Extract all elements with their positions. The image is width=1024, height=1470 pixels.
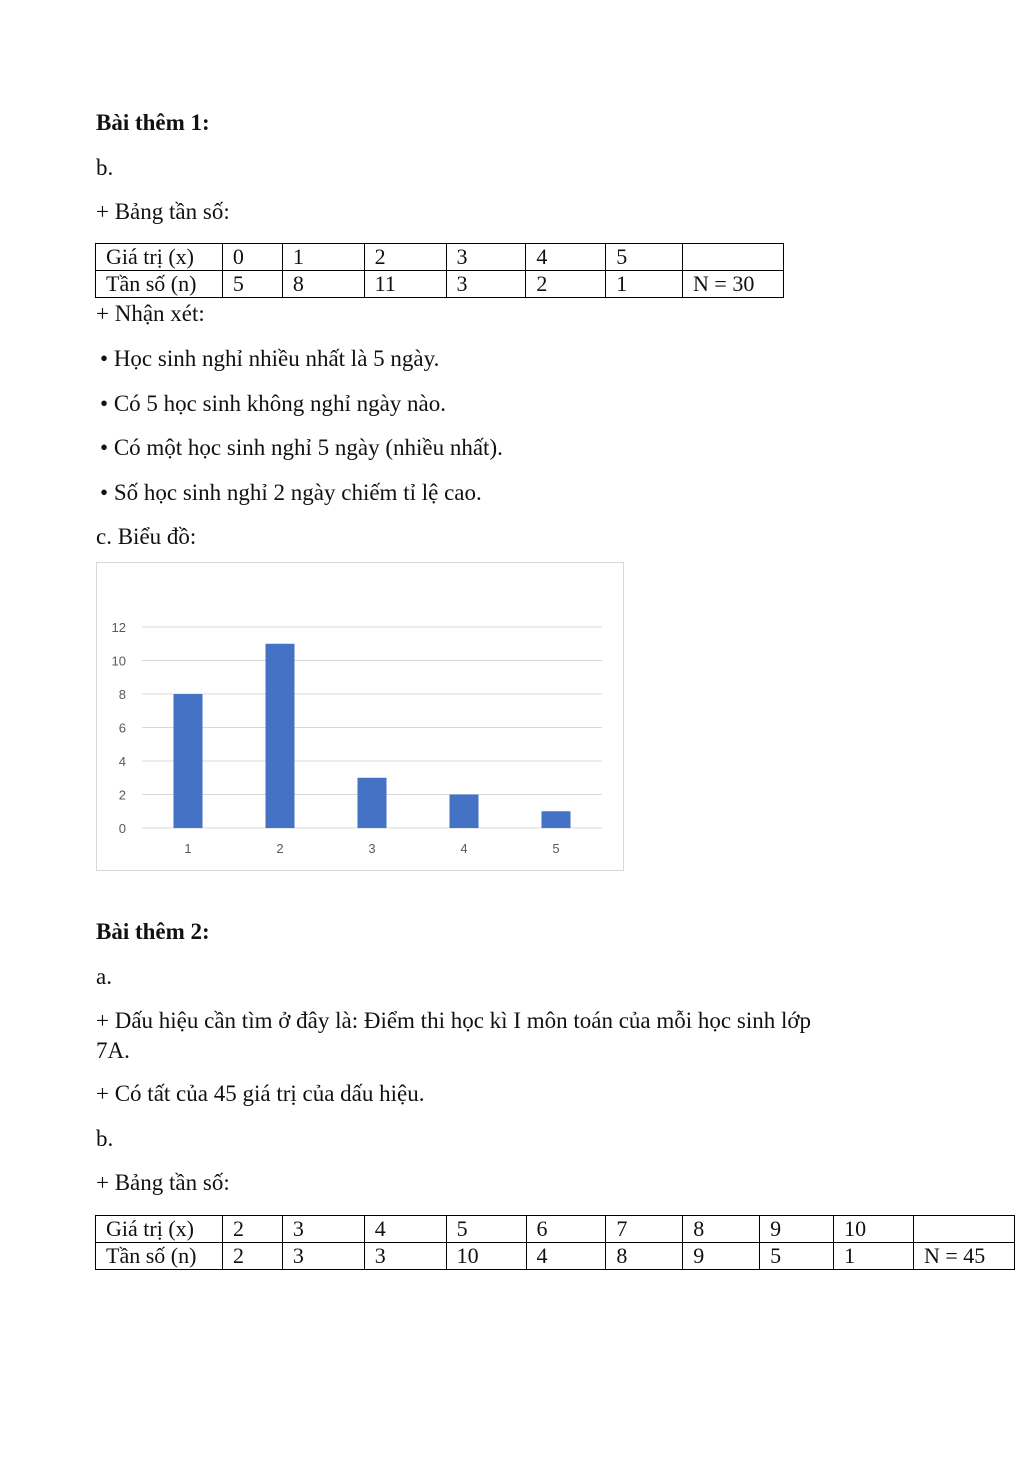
- y-tick-label: 12: [111, 620, 126, 635]
- ex2-frequency-table: [95, 1215, 1015, 1270]
- bar: [266, 644, 295, 828]
- bar-chart: [96, 562, 624, 871]
- table-cell: 3: [282, 1216, 364, 1243]
- bar: [174, 694, 203, 828]
- table-cell: 0: [222, 244, 282, 271]
- table-cell: 5: [606, 244, 683, 271]
- table-cell: 9: [760, 1216, 834, 1243]
- table-cell: 2: [364, 244, 446, 271]
- bar: [450, 795, 479, 829]
- list-item: • Có một học sinh nghỉ 5 ngày (nhiều nhất).: [100, 435, 503, 460]
- table-cell: 10: [834, 1216, 914, 1243]
- ex1-table-row-frequency: [96, 271, 784, 298]
- table-cell: 9: [683, 1243, 760, 1270]
- table-cell: Tần số (n): [96, 1243, 223, 1270]
- ex2-table-label: + Bảng tần số:: [96, 1170, 230, 1195]
- bar-chart-svg: [97, 563, 623, 870]
- table-cell: 6: [526, 1216, 606, 1243]
- ex2-table-row-values: [96, 1216, 1015, 1243]
- ex1-frequency-table: [95, 243, 784, 298]
- table-cell: 4: [526, 1243, 606, 1270]
- ex2-part-b: b.: [96, 1126, 114, 1151]
- ex2-line-2: + Có tất của 45 giá trị của dấu hiệu.: [96, 1081, 425, 1106]
- bullet-text: Học sinh nghỉ nhiều nhất là 5 ngày.: [113, 346, 440, 371]
- y-tick-label: 4: [118, 754, 126, 769]
- bullet-text: Số học sinh nghỉ 2 ngày chiếm tỉ lệ cao.: [113, 480, 482, 505]
- ex2-heading: Bài thêm 2:: [96, 919, 210, 944]
- y-tick-label: 10: [111, 653, 126, 669]
- table-cell: 3: [364, 1243, 446, 1270]
- table-cell: 5: [446, 1216, 526, 1243]
- table-cell: [683, 244, 784, 271]
- x-tick-label: 2: [276, 841, 284, 856]
- table-cell: 5: [222, 271, 282, 298]
- list-item: • Có 5 học sinh không nghỉ ngày nào.: [100, 391, 447, 416]
- table-cell: 2: [222, 1243, 282, 1270]
- table-cell: 2: [526, 271, 606, 298]
- ex1-part-b: b.: [96, 155, 114, 180]
- y-tick-label: 8: [118, 687, 126, 702]
- ex2-table-row-frequency: [96, 1243, 1015, 1270]
- bullet-text: Có 5 học sinh không nghỉ ngày nào.: [113, 391, 447, 416]
- table-cell: Tần số (n): [96, 271, 223, 298]
- table-cell: 11: [364, 271, 446, 298]
- ex1-remarks-label: + Nhận xét:: [96, 301, 205, 326]
- table-cell: 1: [606, 271, 683, 298]
- ex2-part-a: a.: [96, 964, 112, 989]
- x-tick-label: 3: [368, 841, 376, 856]
- x-tick-label: 1: [184, 841, 192, 856]
- table-cell: 10: [446, 1243, 526, 1270]
- table-cell: 3: [446, 244, 526, 271]
- bar: [542, 811, 571, 828]
- table-cell: 3: [282, 1243, 364, 1270]
- ex1-heading: Bài thêm 1:: [96, 110, 210, 135]
- table-cell: 4: [364, 1216, 446, 1243]
- table-cell: 3: [446, 271, 526, 298]
- table-cell: Giá trị (x): [96, 1216, 223, 1243]
- table-cell: [913, 1216, 1014, 1243]
- table-cell: N = 45: [913, 1243, 1014, 1270]
- table-cell: 8: [683, 1216, 760, 1243]
- x-tick-label: 4: [460, 841, 468, 856]
- table-cell: 7: [606, 1216, 683, 1243]
- table-cell: 1: [282, 244, 364, 271]
- x-tick-label: 5: [552, 841, 560, 856]
- table-cell: 5: [760, 1243, 834, 1270]
- y-tick-label: 0: [118, 821, 126, 836]
- ex1-table-row-values: [96, 244, 784, 271]
- y-tick-label: 6: [118, 720, 126, 736]
- ex1-chart-label: c. Biểu đồ:: [96, 524, 197, 549]
- table-cell: 1: [834, 1243, 914, 1270]
- ex2-line-1-cont: 7A.: [96, 1038, 130, 1063]
- table-cell: N = 30: [683, 271, 784, 298]
- bullet-text: Có một học sinh nghỉ 5 ngày (nhiều nhất).: [113, 435, 503, 460]
- list-item: • Số học sinh nghỉ 2 ngày chiếm tỉ lệ cao.: [100, 480, 482, 505]
- ex1-table-label: + Bảng tần số:: [96, 199, 230, 224]
- table-cell: 4: [526, 244, 606, 271]
- ex2-line-1: + Dấu hiệu cần tìm ở đây là: Điểm thi học kì I môn toán của mỗi học sinh lớp: [96, 1008, 812, 1033]
- table-cell: Giá trị (x): [96, 244, 223, 271]
- bar: [358, 778, 387, 828]
- table-cell: 2: [222, 1216, 282, 1243]
- table-cell: 8: [282, 271, 364, 298]
- list-item: • Học sinh nghỉ nhiều nhất là 5 ngày.: [100, 346, 440, 371]
- y-tick-label: 2: [118, 787, 126, 803]
- table-cell: 8: [606, 1243, 683, 1270]
